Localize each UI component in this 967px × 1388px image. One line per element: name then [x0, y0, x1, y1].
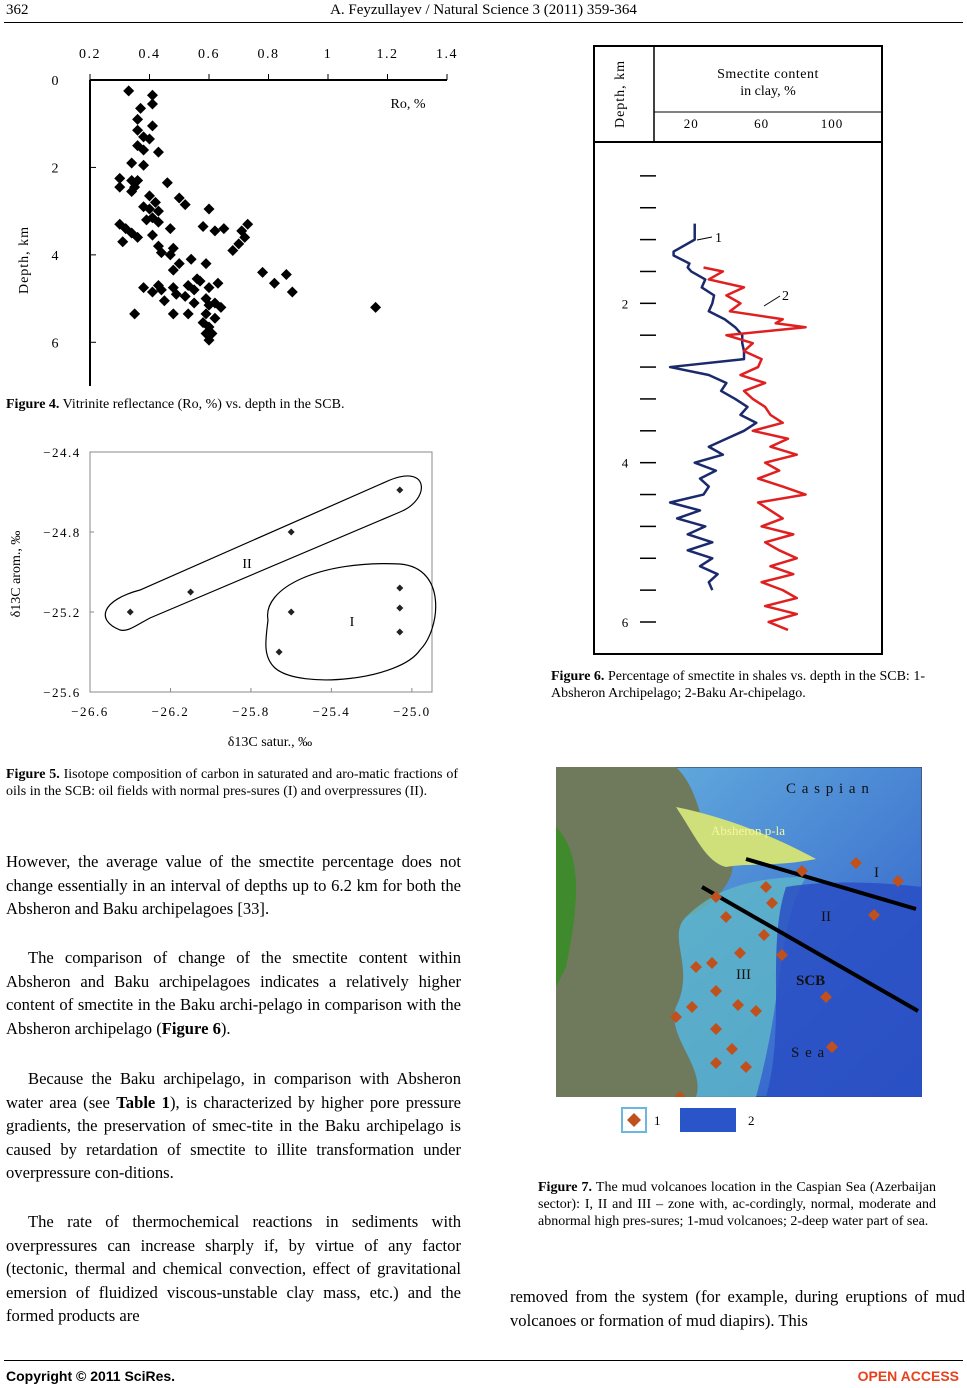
- data-point: [126, 158, 137, 169]
- x-tick-label: 1.2: [376, 47, 399, 62]
- figure7-caption-text: The mud volcanoes location in the Caspian Sea (Azerbaijan sector): I, II and III – zone with, ac-cordingly, normal, moderate and abnormal high pres-sures; 1-mud volcanoes; 2-deep water part of sea.: [538, 1180, 936, 1229]
- figure5-caption: [6, 766, 458, 800]
- legend-deep-water-swatch: [680, 1108, 736, 1132]
- copyright-notice: Copyright © 2011 SciRes.: [6, 1368, 176, 1384]
- data-point-II: [187, 589, 194, 596]
- data-point-I: [276, 649, 283, 656]
- y-tick-label: 6: [51, 336, 59, 352]
- data-point: [212, 278, 223, 289]
- data-point-I: [288, 609, 295, 616]
- data-point: [269, 278, 280, 289]
- data-point: [180, 291, 191, 302]
- paragraph-2: [6, 946, 461, 1040]
- data-point: [287, 287, 298, 298]
- figure5-caption-text: Iisotope composition of carbon in saturated and aro-matic fractions of oils in the SCB: oil fields with normal pres-sures (I) and overpressures (II).: [6, 767, 458, 799]
- data-point-II: [396, 487, 403, 494]
- sea-label: S e a: [791, 1045, 826, 1061]
- data-point: [209, 225, 220, 236]
- group-II-outline: [105, 476, 421, 630]
- depth-tick-label: 4: [621, 455, 629, 471]
- paragraph-1-text: However, the average value of the smectite percentage does not change essentially in an interval of depths up to 6.2 km for both the Absheron and Baku archipelagoes [33].: [6, 852, 461, 919]
- figure6-caption-text: Percentage of smectite in shales vs. depth in the SCB: 1-Absheron Archipelago; 2-Baku Ar-chipelago.: [551, 669, 926, 701]
- figure4-caption: [6, 396, 456, 413]
- x-tick-label: 1: [323, 47, 333, 62]
- legend-1-label: 1: [654, 1113, 661, 1128]
- legend-area: [556, 1097, 922, 1163]
- x-axis-label: δ13C satur., ‰: [227, 735, 313, 750]
- paragraph-2-text: The comparison of change of the smectite content within Absheron and Baku archipelagoes indicates a relatively higher content of smectite in the Baku archi-pelago in comparison with the Absheron archipelago (: [6, 948, 461, 1038]
- data-point: [129, 308, 140, 319]
- zone-III-label: III: [736, 967, 751, 983]
- x-tick-label: 20: [683, 116, 699, 131]
- group-I-label: I: [349, 615, 355, 630]
- y-tick-label: −24.8: [43, 525, 81, 540]
- y-axis-label: δ13C arom., ‰: [9, 530, 24, 618]
- paragraph-4-text: The rate of thermochemical reactions in sediments with overpressures can increase sharply if, by virtue of any factor (tectonic, thermal and chemical convection, effect of gravitational emersion of fluidized viscous-unstable clay mass, etc.) and the formed products are: [6, 1212, 461, 1326]
- data-point: [114, 182, 125, 193]
- series-1-label: 1: [715, 231, 722, 246]
- x-tick-label: 100: [820, 116, 844, 131]
- data-point: [147, 230, 158, 241]
- zone-I-label: I: [874, 865, 879, 881]
- content-header-line1: Smectite content: [717, 67, 819, 82]
- paragraph-3-text: Because the Baku archipelago, in comparison with Absheron water area (see: [6, 1069, 461, 1112]
- x-tick-label: −25.8: [232, 704, 270, 719]
- data-point: [201, 258, 212, 269]
- x-axis-label: Ro, %: [390, 97, 426, 112]
- data-point-II: [127, 609, 134, 616]
- x-tick-label: −25.0: [393, 704, 431, 719]
- data-point: [159, 295, 170, 306]
- paragraph-3-end: ), is characterized by higher pore pressure gradients, the preservation of smec-tite in the Baku archipelago is caused by retardation of smectite to illite transformation under overpressure con-ditions.: [6, 1092, 461, 1183]
- figure7-caption-label: Figure 7.: [538, 1180, 593, 1195]
- plot-frame: [90, 452, 432, 692]
- x-tick-label: 1.4: [436, 47, 458, 62]
- data-point: [117, 236, 128, 247]
- data-point-II: [288, 529, 295, 536]
- y-tick-label: −25.6: [43, 685, 81, 700]
- data-point: [135, 103, 146, 114]
- header-rule: [4, 22, 963, 23]
- series-2-label-leader: [764, 296, 780, 306]
- paragraph-1: [6, 850, 461, 921]
- data-point: [189, 297, 200, 308]
- figure6-reference[interactable]: Figure 6: [161, 1018, 221, 1038]
- group-II-label: II: [242, 557, 252, 572]
- data-point-I: [396, 605, 403, 612]
- x-tick-label: −26.2: [151, 704, 190, 719]
- x-tick-label: 0.6: [198, 47, 220, 62]
- smectite-series-1: [670, 224, 756, 590]
- data-point: [186, 254, 197, 265]
- figure7-caption: [538, 1179, 936, 1230]
- data-point: [201, 308, 212, 319]
- footer-rule: [4, 1360, 963, 1361]
- running-title: A. Feyzullayev / Natural Science 3 (2011) 359-364: [330, 2, 637, 18]
- caspian-label: C a s p i a n: [786, 781, 870, 797]
- figure5-isotope-chart: [0, 440, 460, 755]
- x-tick-label: 60: [754, 116, 770, 131]
- figure5-caption-label: Figure 5.: [6, 767, 60, 782]
- figure6-caption-label: Figure 6.: [551, 669, 605, 684]
- x-tick-label: −26.6: [71, 704, 109, 719]
- depth-tick-label: 6: [621, 615, 629, 630]
- data-point-I: [396, 585, 403, 592]
- figure7-mud-volcano-map: [556, 767, 922, 1163]
- series-1-label-leader: [697, 237, 712, 240]
- paragraph-3: [6, 1067, 461, 1185]
- figure4-caption-text: Vitrinite reflectance (Ro, %) vs. depth in the SCB.: [62, 397, 345, 412]
- data-point: [138, 282, 149, 293]
- depth-header: Depth, km: [613, 59, 628, 129]
- open-access-label[interactable]: OPEN ACCESS: [857, 1368, 959, 1384]
- table1-reference[interactable]: Table 1: [116, 1092, 170, 1112]
- x-tick-label: 0.4: [138, 47, 161, 62]
- data-point: [370, 302, 381, 313]
- legend-2-label: 2: [748, 1113, 755, 1128]
- content-header-line2: in clay, %: [740, 84, 796, 99]
- figure4-scatter-chart: [0, 38, 460, 388]
- y-tick-label: −24.4: [43, 445, 81, 460]
- data-point: [209, 313, 220, 324]
- data-point: [147, 120, 158, 131]
- depth-tick-label: 2: [621, 296, 629, 312]
- page-number: 362: [6, 2, 29, 18]
- data-point: [138, 160, 149, 171]
- zone-II-label: II: [821, 909, 831, 925]
- data-point: [204, 282, 215, 293]
- data-point-I: [396, 629, 403, 636]
- y-tick-label: 4: [51, 248, 59, 264]
- data-point: [162, 177, 173, 188]
- x-tick-label: −25.4: [312, 704, 351, 719]
- paragraph-5-text: removed from the system (for example, during eruptions of mud volcanoes or formation of mud diapirs). This: [510, 1287, 965, 1330]
- x-tick-label: 0.2: [79, 47, 101, 62]
- paragraph-2-end: ).: [220, 1018, 231, 1038]
- data-point: [147, 99, 158, 110]
- paragraph-5: [510, 1285, 965, 1332]
- data-point: [123, 85, 134, 96]
- series-2-label: 2: [782, 289, 789, 304]
- paragraph-4: [6, 1210, 461, 1328]
- data-point: [218, 223, 229, 234]
- data-point: [204, 203, 215, 214]
- figure4-caption-label: Figure 4.: [6, 397, 60, 412]
- data-point: [198, 221, 209, 232]
- data-point: [281, 269, 292, 280]
- y-tick-label: 0: [51, 74, 59, 89]
- data-point: [132, 114, 143, 125]
- y-tick-label: 2: [51, 161, 59, 177]
- y-axis-label: Depth, km: [17, 225, 32, 295]
- deep-water-area: [766, 883, 922, 1097]
- data-point: [168, 308, 179, 319]
- scb-label: SCB: [796, 973, 826, 989]
- figure6-caption: [551, 668, 925, 702]
- y-tick-label: −25.2: [43, 605, 81, 620]
- data-point: [153, 147, 164, 158]
- data-point: [165, 223, 176, 234]
- chart-frame: [594, 46, 882, 654]
- data-point: [183, 308, 194, 319]
- smectite-series-2: [704, 267, 806, 629]
- absheron-label: Absheron p-la: [711, 823, 786, 838]
- x-tick-label: 0.8: [257, 47, 280, 62]
- figure6-smectite-chart: [592, 44, 886, 656]
- data-point: [257, 267, 268, 278]
